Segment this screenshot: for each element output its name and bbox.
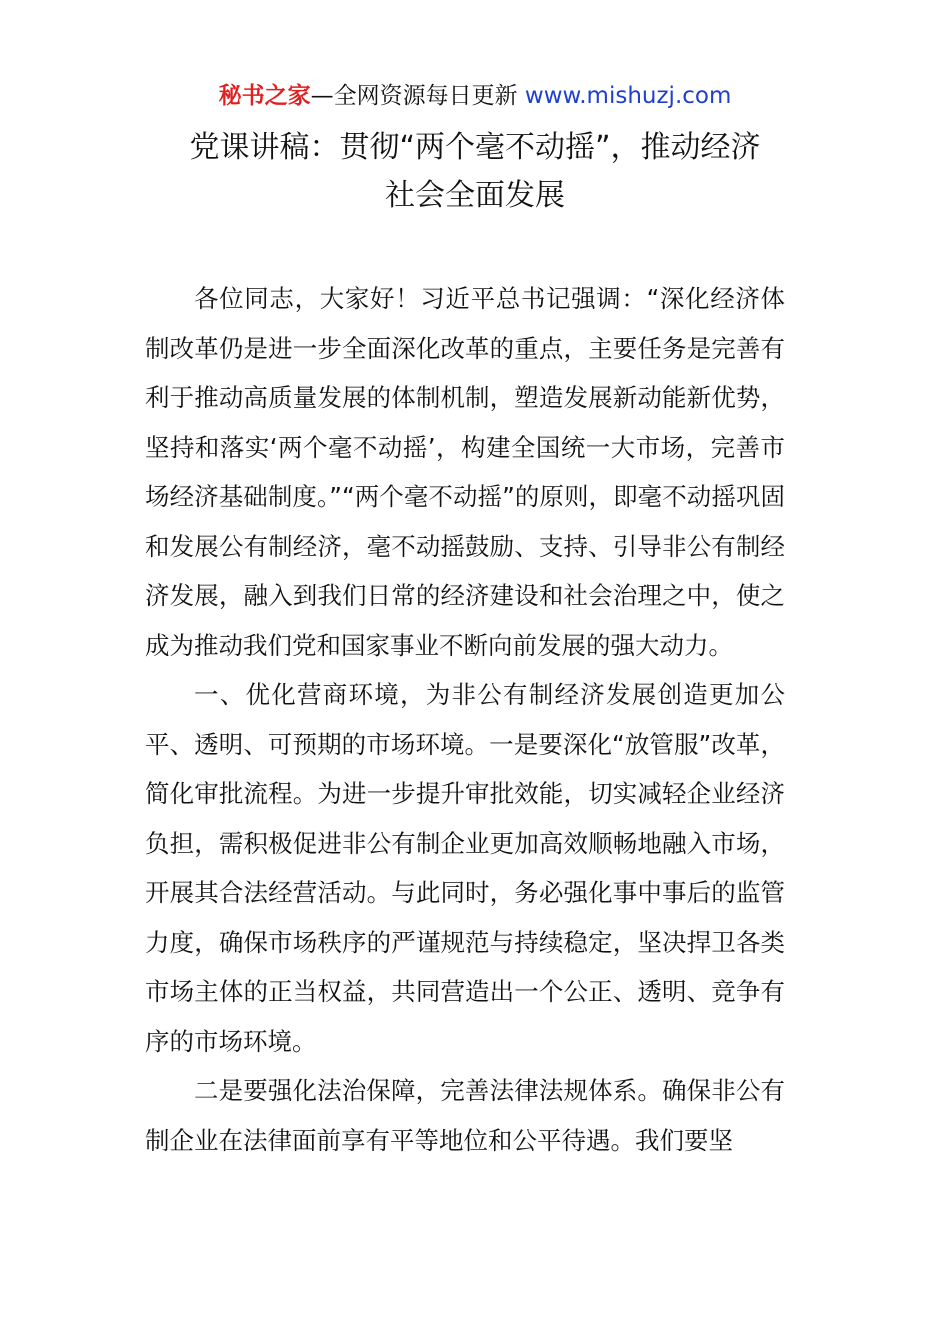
document-title bbox=[120, 124, 830, 220]
site-header bbox=[0, 80, 950, 112]
site-url-link[interactable]: www.mishuzj.com bbox=[524, 83, 732, 109]
site-brand: 秘书之家 bbox=[218, 83, 311, 109]
body-paragraph-1: 各位同志，大家好！习近平总书记强调：“深化经济体制改革仍是进一步全面深化改革的重点，主要任务是完善有利于推动高质量发展的体制机制，塑造发展新动能新优势，坚持和落实‘两个毫不动摇’，构建全国统一大市场，完善市场经济基础制度。”“两个毫不动摇”的原则，即毫不动摇巩固和发展公有制经济，毫不动摇鼓励、支持、引导非公有制经济发展，融入到我们日常的经济建设和社会治理之中，使之成为推动我们党和国家事业不断向前发展的强大动力。 bbox=[145, 284, 785, 660]
site-tagline: —全网资源每日更新 bbox=[310, 83, 518, 109]
document-title-line-1: 党课讲稿：贯彻“两个毫不动摇”，推动经济 bbox=[189, 130, 761, 165]
body-paragraph-3: 二是要强化法治保障，完善法律法规体系。确保非公有制企业在法律面前享有平等地位和公平待遇。我们要坚 bbox=[145, 1076, 785, 1155]
document-body bbox=[145, 274, 785, 1165]
body-paragraph-2: 一、优化营商环境，为非公有制经济发展创造更加公平、透明、可预期的市场环境。一是要深化“放管服”改革，简化审批流程。为进一步提升审批效能，切实减轻企业经济负担，需积极促进非公有制企业更加高效顺畅地融入市场，开展其合法经营活动。与此同时，务必强化事中事后的监管力度，确保市场秩序的严谨规范与持续稳定，坚决捍卫各类市场主体的正当权益，共同营造出一个公正、透明、竞争有序的市场环境。 bbox=[145, 680, 785, 1056]
document-title-line-2: 社会全面发展 bbox=[385, 178, 565, 213]
